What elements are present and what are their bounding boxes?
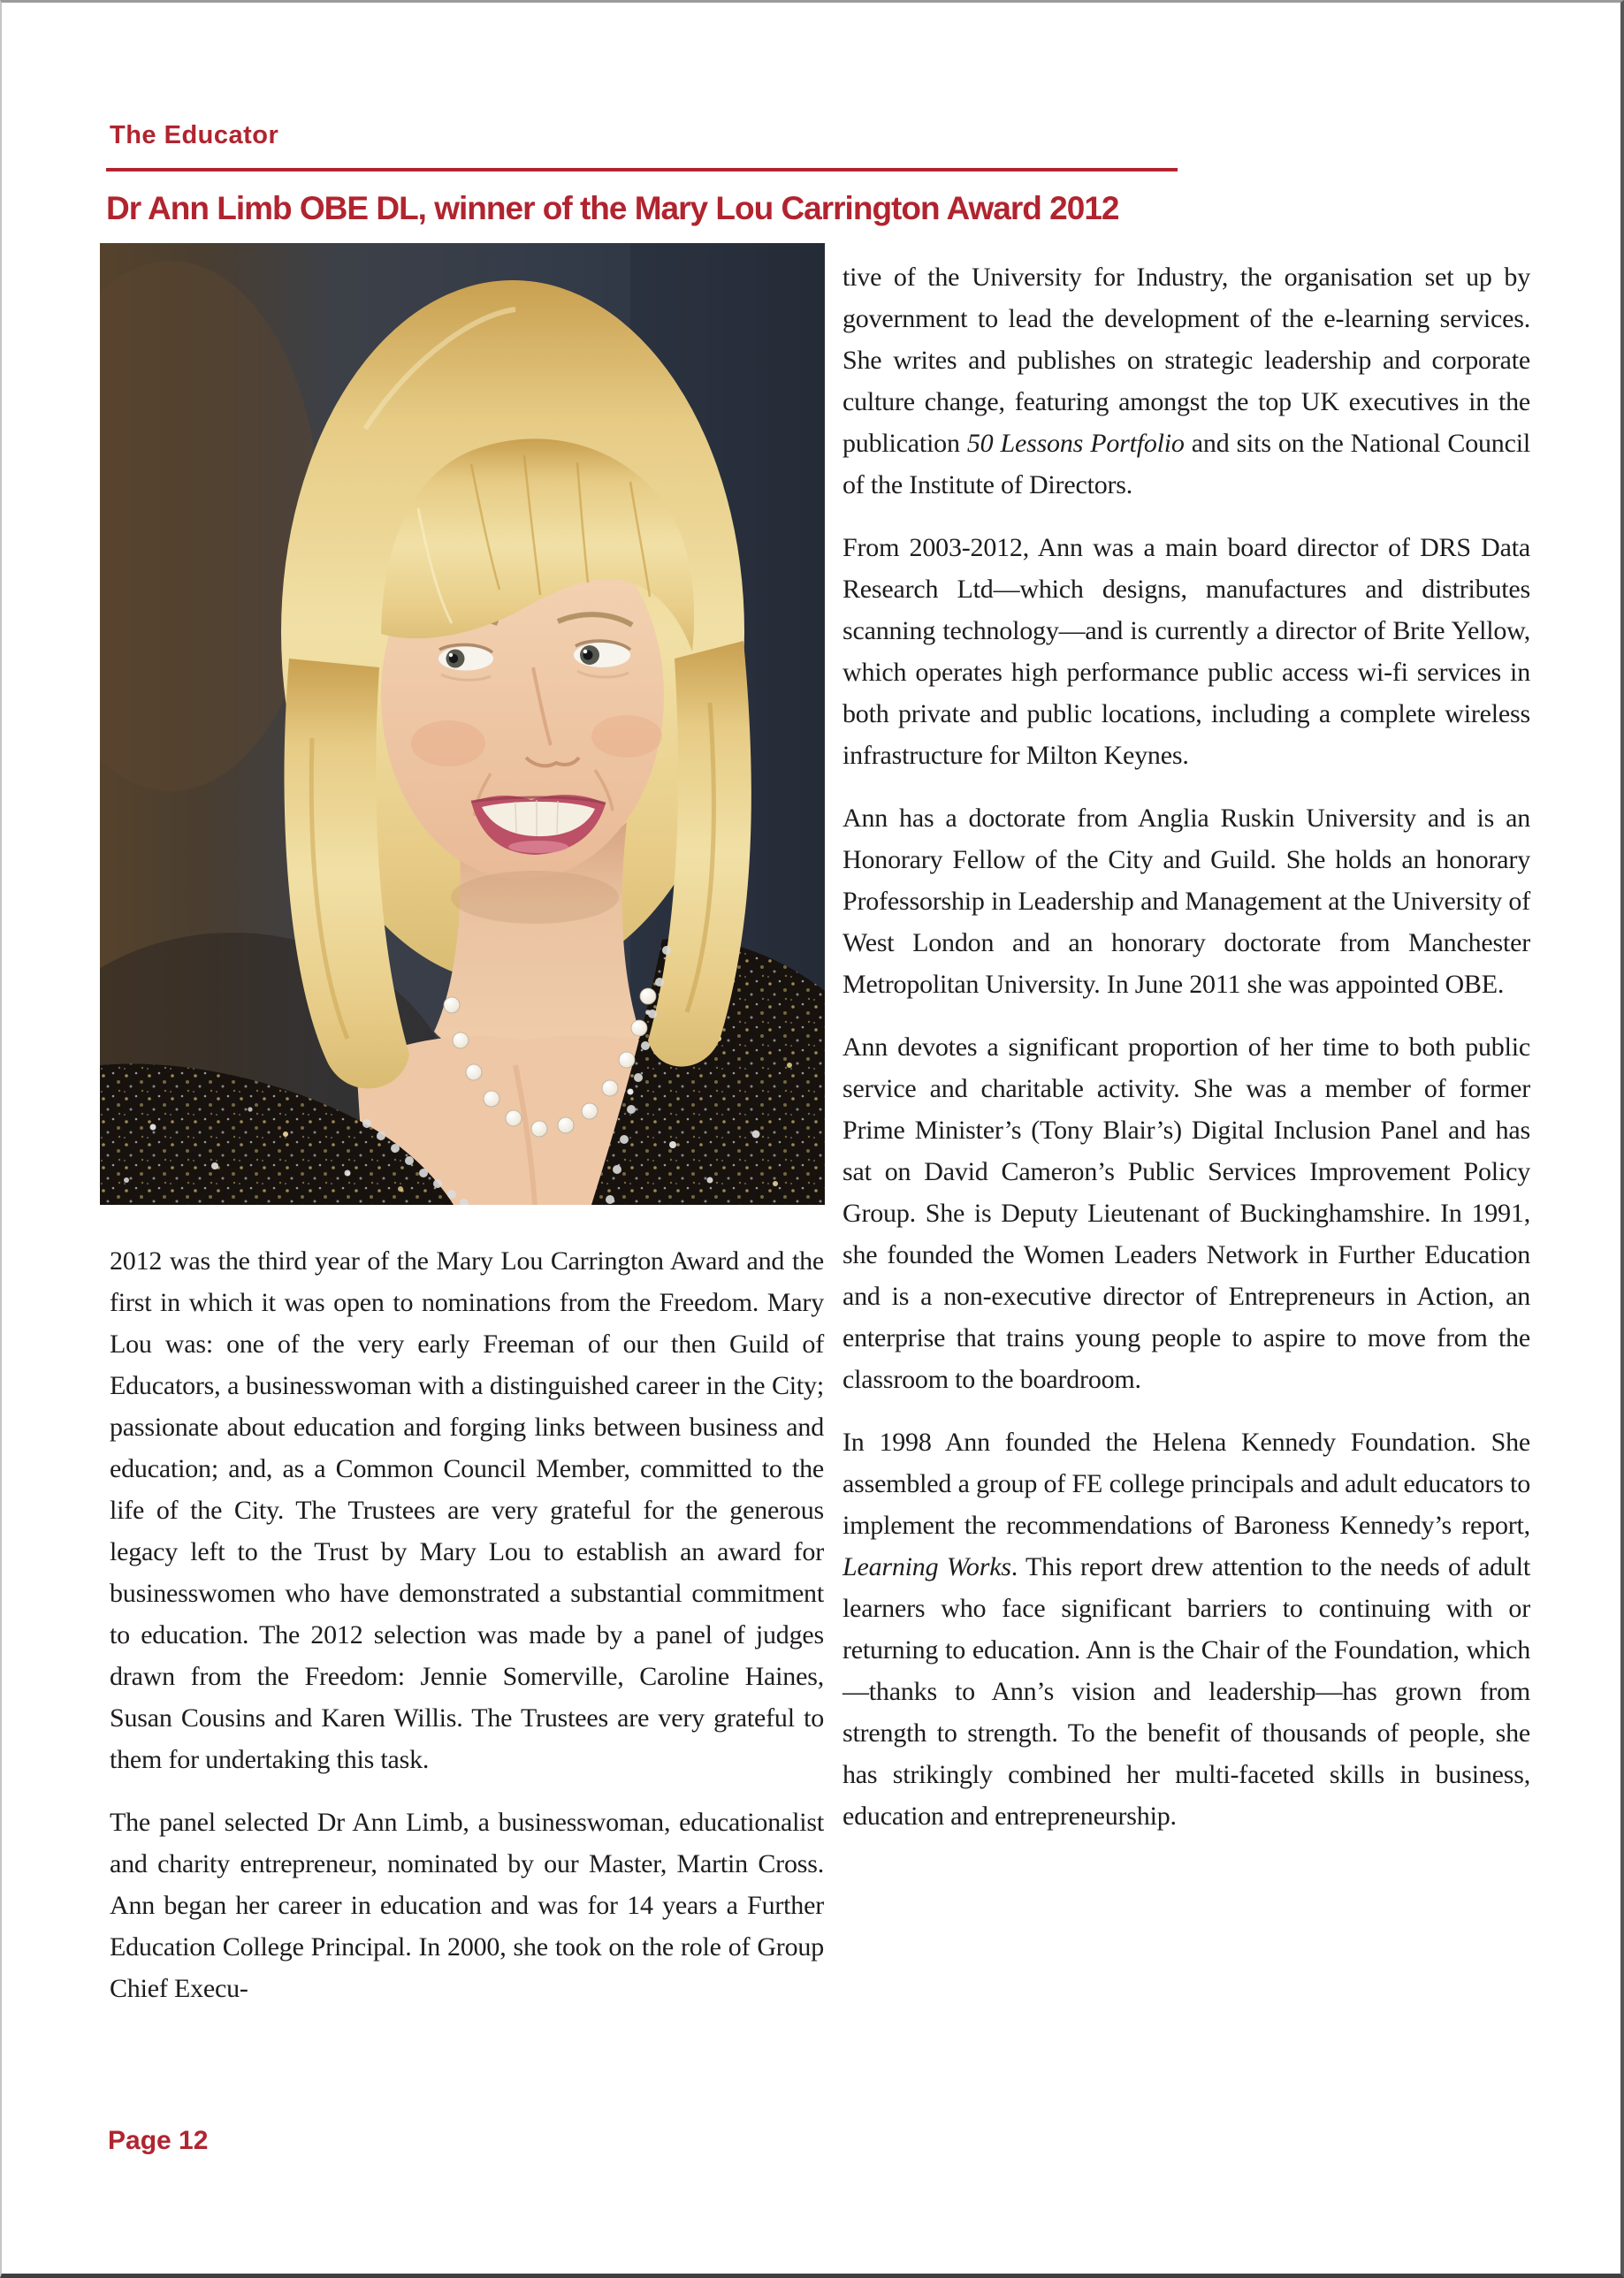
paragraph: The panel selected Dr Ann Limb, a businesswoman, educationalist and charity entrepreneur, nominated by our Master, Martin Cross. Ann began her career in education and was for 14 years a Further Education College Principal. In 2000, she took on the role of Group Chief Execu- — [110, 1808, 824, 2003]
column-right — [842, 256, 1530, 1837]
paragraph: From 2003-2012, Ann was a main board director of DRS Data Research Ltd—which designs, manufactures and distributes scanning technology—and is currently a director of Brite Yellow, which operates high performance public access wi-fi services in both private and public locations, including a complete wireless infrastructure for Milton Keynes. — [842, 533, 1530, 770]
paragraph: In 1998 Ann founded the Helena Kennedy Foundation. She assembled a group of FE college principals and adult educators to implement the recommendations of Baroness Kennedy’s report, Learning Works. This report drew attention to the needs of adult learners who face significant barriers to continuing with or returning to education. Ann is the Chair of the Foundation, which—thanks to Ann’s vision and leadership—has grown from strength to strength. To the benefit of thousands of people, she has strikingly combined her multi-faceted skills in business, education and entrepreneurship. — [842, 1428, 1530, 1831]
page-number: Page 12 — [108, 2126, 209, 2155]
article-title: Dr Ann Limb OBE DL, winner of the Mary Lou Carrington Award 2012 — [106, 190, 1119, 226]
paragraph: Ann has a doctorate from Anglia Ruskin University and is an Honorary Fellow of the City and Guild. She holds an honorary Professorship in Leadership and Management at the University of West London and an honorary doctorate from Manchester Metropolitan University. In June 2011 she was appointed OBE. — [842, 804, 1530, 999]
paragraph: tive of the University for Industry, the organisation set up by government to lead the development of the e-learning services. She writes and publishes on strategic leadership and corporate culture change, featuring amongst the top UK executives in the publication 50 Lessons Portfolio and sits on the National Council of the Institute of Directors. — [842, 263, 1530, 499]
publication-name: The Educator — [110, 121, 279, 149]
masthead-rule — [106, 168, 1178, 171]
column-left — [110, 1240, 824, 2009]
paragraph: Ann devotes a significant proportion of her time to both public service and charitable activity. She was a member of former Prime Minister’s (Tony Blair’s) Digital Inclusion Panel and has sat on David Cameron’s Public Services Improvement Policy Group. She is Deputy Lieutenant of Buckinghamshire. In 1991, she founded the Women Leaders Network in Further Education and is a non-executive director of Entrepreneurs in Action, an enterprise that trains young people to aspire to move from the classroom to the boardroom. — [842, 1032, 1530, 1394]
paragraph: 2012 was the third year of the Mary Lou Carrington Award and the first in which it was open to nominations from the Freedom. Mary Lou was: one of the very early Freeman of our then Guild of Educators, a businesswoman with a distinguished career in the City; passionate about education and forging links between business and education; and, as a Common Council Member, committed to the life of the City. The Trustees are very grateful for the generous legacy left to the Trust by Mary Lou to establish an award for businesswomen who have demonstrated a substantial commitment to education. The 2012 selection was made by a panel of judges drawn from the Freedom: Jennie Somerville, Caroline Haines, Susan Cousins and Karen Willis. The Trustees are very grateful to them for undertaking this task. — [110, 1246, 824, 1774]
portrait-photo — [100, 243, 825, 1205]
